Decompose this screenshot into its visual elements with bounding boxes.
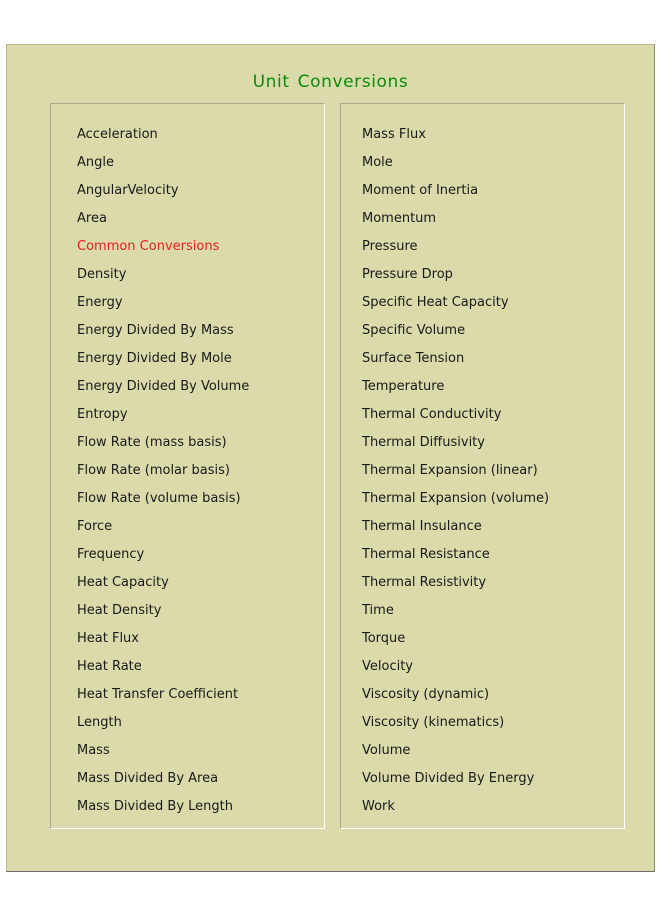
conversion-link-heat-capacity[interactable]: Heat Capacity [77, 575, 169, 590]
conversion-link-density[interactable]: Density [77, 267, 127, 282]
conversion-link-heat-transfer-coefficient[interactable]: Heat Transfer Coefficient [77, 687, 239, 702]
conversion-link-length[interactable]: Length [77, 715, 122, 730]
conversion-link-mole[interactable]: Mole [362, 155, 393, 170]
conversion-link-angularvelocity[interactable]: AngularVelocity [77, 183, 179, 198]
conversion-link-energy-divided-by-mole[interactable]: Energy Divided By Mole [77, 351, 232, 366]
conversion-link-thermal-conductivity[interactable]: Thermal Conductivity [362, 407, 502, 422]
conversion-link-volume[interactable]: Volume [362, 743, 411, 758]
conversion-link-thermal-expansion-volume[interactable]: Thermal Expansion (volume) [362, 491, 550, 506]
conversion-link-specific-volume[interactable]: Specific Volume [362, 323, 466, 338]
conversion-link-mass-divided-by-length[interactable]: Mass Divided By Length [77, 799, 234, 814]
conversion-link-mass-divided-by-area[interactable]: Mass Divided By Area [77, 771, 219, 786]
conversion-link-entropy[interactable]: Entropy [77, 407, 128, 422]
conversion-link-momentum[interactable]: Momentum [362, 211, 437, 226]
conversion-link-thermal-expansion-linear[interactable]: Thermal Expansion (linear) [362, 463, 538, 478]
conversion-link-work[interactable]: Work [362, 799, 395, 814]
conversion-link-area[interactable]: Area [77, 211, 107, 226]
conversion-link-frequency[interactable]: Frequency [77, 547, 145, 562]
conversion-link-energy[interactable]: Energy [77, 295, 123, 310]
conversion-link-force[interactable]: Force [77, 519, 113, 534]
conversion-link-thermal-diffusivity[interactable]: Thermal Diffusivity [362, 435, 485, 450]
conversion-link-time[interactable]: Time [362, 603, 394, 618]
left-column-frame [50, 103, 325, 829]
conversion-link-acceleration[interactable]: Acceleration [77, 127, 158, 142]
conversion-link-pressure-drop[interactable]: Pressure Drop [362, 267, 453, 282]
unit-conversions-panel [6, 44, 655, 872]
conversion-link-viscosity-dynamic[interactable]: Viscosity (dynamic) [362, 687, 490, 702]
conversion-link-energy-divided-by-mass[interactable]: Energy Divided By Mass [77, 323, 234, 338]
conversion-link-flow-rate-molar-basis[interactable]: Flow Rate (molar basis) [77, 463, 230, 478]
conversion-link-angle[interactable]: Angle [77, 155, 114, 170]
conversion-link-flow-rate-mass-basis[interactable]: Flow Rate (mass basis) [77, 435, 227, 450]
conversion-link-heat-rate[interactable]: Heat Rate [77, 659, 142, 674]
conversion-link-velocity[interactable]: Velocity [362, 659, 413, 674]
conversion-link-surface-tension[interactable]: Surface Tension [362, 351, 465, 366]
conversion-link-thermal-insulance[interactable]: Thermal Insulance [362, 519, 482, 534]
conversion-link-temperature[interactable]: Temperature [362, 379, 445, 394]
page-title: Unit Conversions [252, 72, 409, 92]
conversion-link-specific-heat-capacity[interactable]: Specific Heat Capacity [362, 295, 509, 310]
conversion-link-heat-flux[interactable]: Heat Flux [77, 631, 139, 646]
conversion-link-mass-flux[interactable]: Mass Flux [362, 127, 426, 142]
right-conversion-list [362, 126, 549, 826]
conversion-link-volume-divided-by-energy[interactable]: Volume Divided By Energy [362, 771, 535, 786]
conversion-link-energy-divided-by-volume[interactable]: Energy Divided By Volume [77, 379, 250, 394]
conversion-link-moment-of-inertia[interactable]: Moment of Inertia [362, 183, 479, 198]
conversion-link-heat-density[interactable]: Heat Density [77, 603, 162, 618]
left-conversion-list [77, 126, 249, 826]
conversion-link-viscosity-kinematics[interactable]: Viscosity (kinematics) [362, 715, 505, 730]
right-column-frame [340, 103, 625, 829]
conversion-link-mass[interactable]: Mass [77, 743, 110, 758]
conversion-link-thermal-resistivity[interactable]: Thermal Resistivity [362, 575, 487, 590]
conversion-link-common-conversions[interactable]: Common Conversions [77, 239, 220, 254]
conversion-link-pressure[interactable]: Pressure [362, 239, 418, 254]
conversion-link-torque[interactable]: Torque [362, 631, 406, 646]
conversion-link-thermal-resistance[interactable]: Thermal Resistance [362, 547, 490, 562]
conversion-link-flow-rate-volume-basis[interactable]: Flow Rate (volume basis) [77, 491, 241, 506]
